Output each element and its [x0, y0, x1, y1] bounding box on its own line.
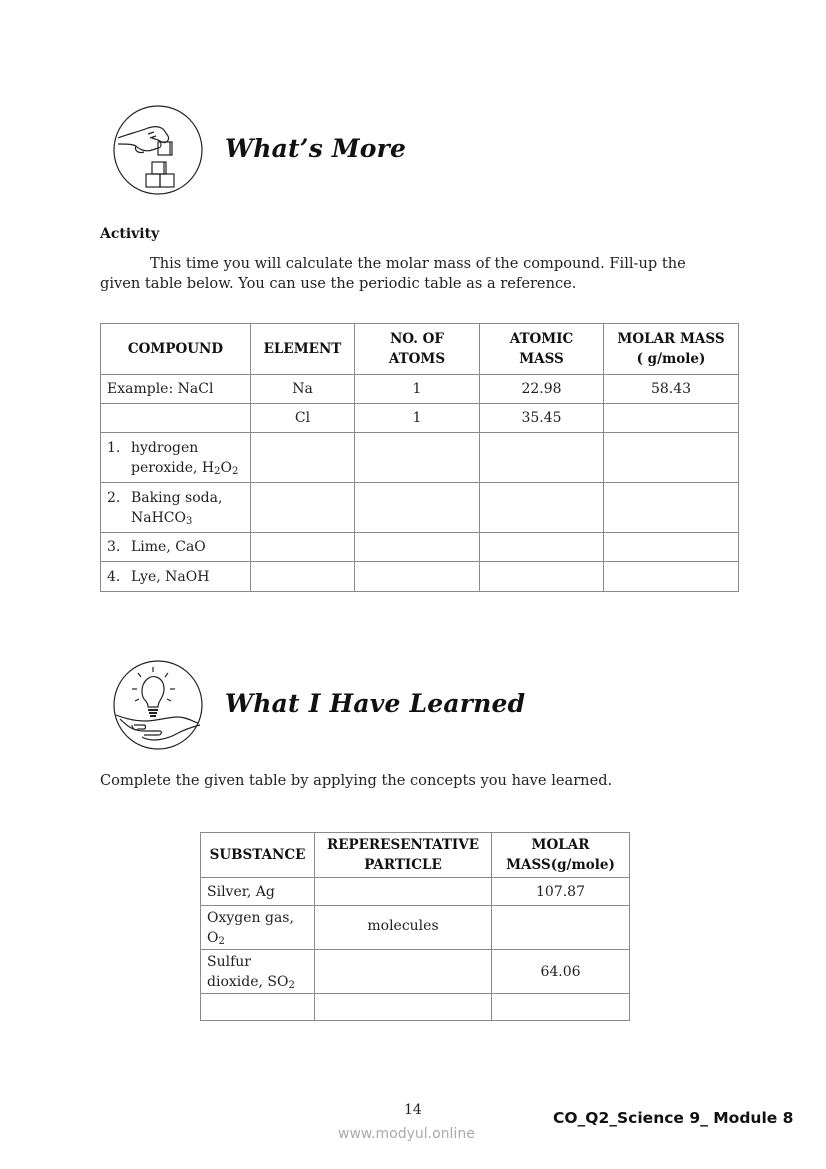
cell-molar-mass	[604, 404, 739, 433]
cell-particle[interactable]	[315, 878, 492, 906]
header-atomic-mass: ATOMIC MASS	[480, 324, 604, 375]
header-molar-mass: MOLAR MASS ( g/mole)	[604, 324, 739, 375]
header-compound: COMPOUND	[101, 324, 251, 375]
cell-molar-mass[interactable]	[604, 562, 739, 592]
item-number: 4.	[107, 568, 121, 585]
cell-atomic-mass[interactable]	[480, 533, 604, 562]
cell-particle[interactable]	[315, 950, 492, 994]
cell-molar-mass: 58.43	[604, 375, 739, 404]
cell-atomic-mass[interactable]	[480, 483, 604, 533]
table-row	[201, 950, 630, 994]
page-number: 14	[404, 1102, 422, 1118]
hand-holding-lightbulb-icon	[112, 659, 204, 751]
cell-atomic-mass[interactable]	[480, 562, 604, 592]
cell-atomic-mass: 35.45	[480, 404, 604, 433]
watermark: www.modyul.online	[338, 1126, 475, 1142]
table-row	[201, 878, 630, 906]
table-row	[101, 533, 739, 562]
cell-compound	[101, 562, 251, 592]
activity-instructions-line2: given table below. You can use the periodic table as a reference.	[100, 275, 577, 292]
item-name: hydrogen peroxide, $H_2O_2$	[131, 439, 239, 477]
cell-element[interactable]	[251, 483, 355, 533]
cell-element[interactable]	[251, 433, 355, 483]
cell-atoms[interactable]	[355, 483, 480, 533]
header-no-of-atoms: NO. OF ATOMS	[355, 324, 480, 375]
header-molar-mass: MOLAR MASS(g/mole)	[492, 833, 630, 878]
section-title-whats-more: What’s More	[225, 134, 407, 163]
cell-atomic-mass: 22.98	[480, 375, 604, 404]
cell-compound	[101, 404, 251, 433]
molar-mass-table	[100, 323, 739, 592]
header-element: ELEMENT	[251, 324, 355, 375]
cell-substance: Silver, Ag	[201, 878, 315, 906]
hand-stacking-blocks-icon	[112, 104, 204, 196]
table-row	[201, 994, 630, 1021]
header-representative-particle: REPERESENTATIVE PARTICLE	[315, 833, 492, 878]
cell-element[interactable]	[251, 562, 355, 592]
module-tag: CO_Q2_Science 9_ Module 8	[553, 1109, 794, 1127]
cell-particle: molecules	[315, 906, 492, 950]
item-number: 1.	[107, 439, 121, 456]
item-name: Lye, NaOH	[131, 568, 210, 585]
table-row	[201, 906, 630, 950]
cell-particle[interactable]	[315, 994, 492, 1021]
cell-substance[interactable]	[201, 994, 315, 1021]
table-row	[101, 433, 739, 483]
cell-molar-mass[interactable]	[604, 433, 739, 483]
item-number: 3.	[107, 539, 121, 555]
activity-instructions-line1: This time you will calculate the molar mass of the compound. Fill-up the	[150, 255, 686, 272]
cell-atoms[interactable]	[355, 562, 480, 592]
cell-compound	[101, 533, 251, 562]
cell-molar-mass: 64.06	[492, 950, 630, 994]
cell-substance: Oxygen gas, $O_2$	[201, 906, 315, 950]
cell-molar-mass[interactable]	[492, 994, 630, 1021]
table-row	[101, 375, 739, 404]
item-name: Lime, CaO	[131, 539, 206, 555]
table-header-row	[201, 833, 630, 878]
table-row	[101, 483, 739, 533]
cell-atoms: 1	[355, 404, 480, 433]
representative-particle-table	[200, 832, 630, 1021]
cell-element: Na	[251, 375, 355, 404]
cell-compound	[101, 433, 251, 483]
cell-atoms[interactable]	[355, 433, 480, 483]
table-row	[101, 404, 739, 433]
cell-molar-mass: 107.87	[492, 878, 630, 906]
item-name: Baking soda, NaHCO$_3$	[131, 489, 223, 527]
cell-molar-mass[interactable]	[604, 533, 739, 562]
cell-atoms[interactable]	[355, 533, 480, 562]
cell-element: Cl	[251, 404, 355, 433]
cell-molar-mass[interactable]	[492, 906, 630, 950]
table-header-row	[101, 324, 739, 375]
header-substance: SUBSTANCE	[201, 833, 315, 878]
cell-molar-mass[interactable]	[604, 483, 739, 533]
cell-atoms: 1	[355, 375, 480, 404]
cell-compound: Example: NaCl	[101, 375, 251, 404]
cell-atomic-mass[interactable]	[480, 433, 604, 483]
activity-label: Activity	[100, 226, 160, 242]
cell-element[interactable]	[251, 533, 355, 562]
section-title-what-i-have-learned: What I Have Learned	[225, 689, 526, 718]
cell-substance: Sulfur dioxide, $SO_2$	[201, 950, 315, 994]
table-row	[101, 562, 739, 592]
cell-compound	[101, 483, 251, 533]
item-number: 2.	[107, 489, 121, 506]
learned-instructions: Complete the given table by applying the concepts you have learned.	[100, 772, 613, 789]
